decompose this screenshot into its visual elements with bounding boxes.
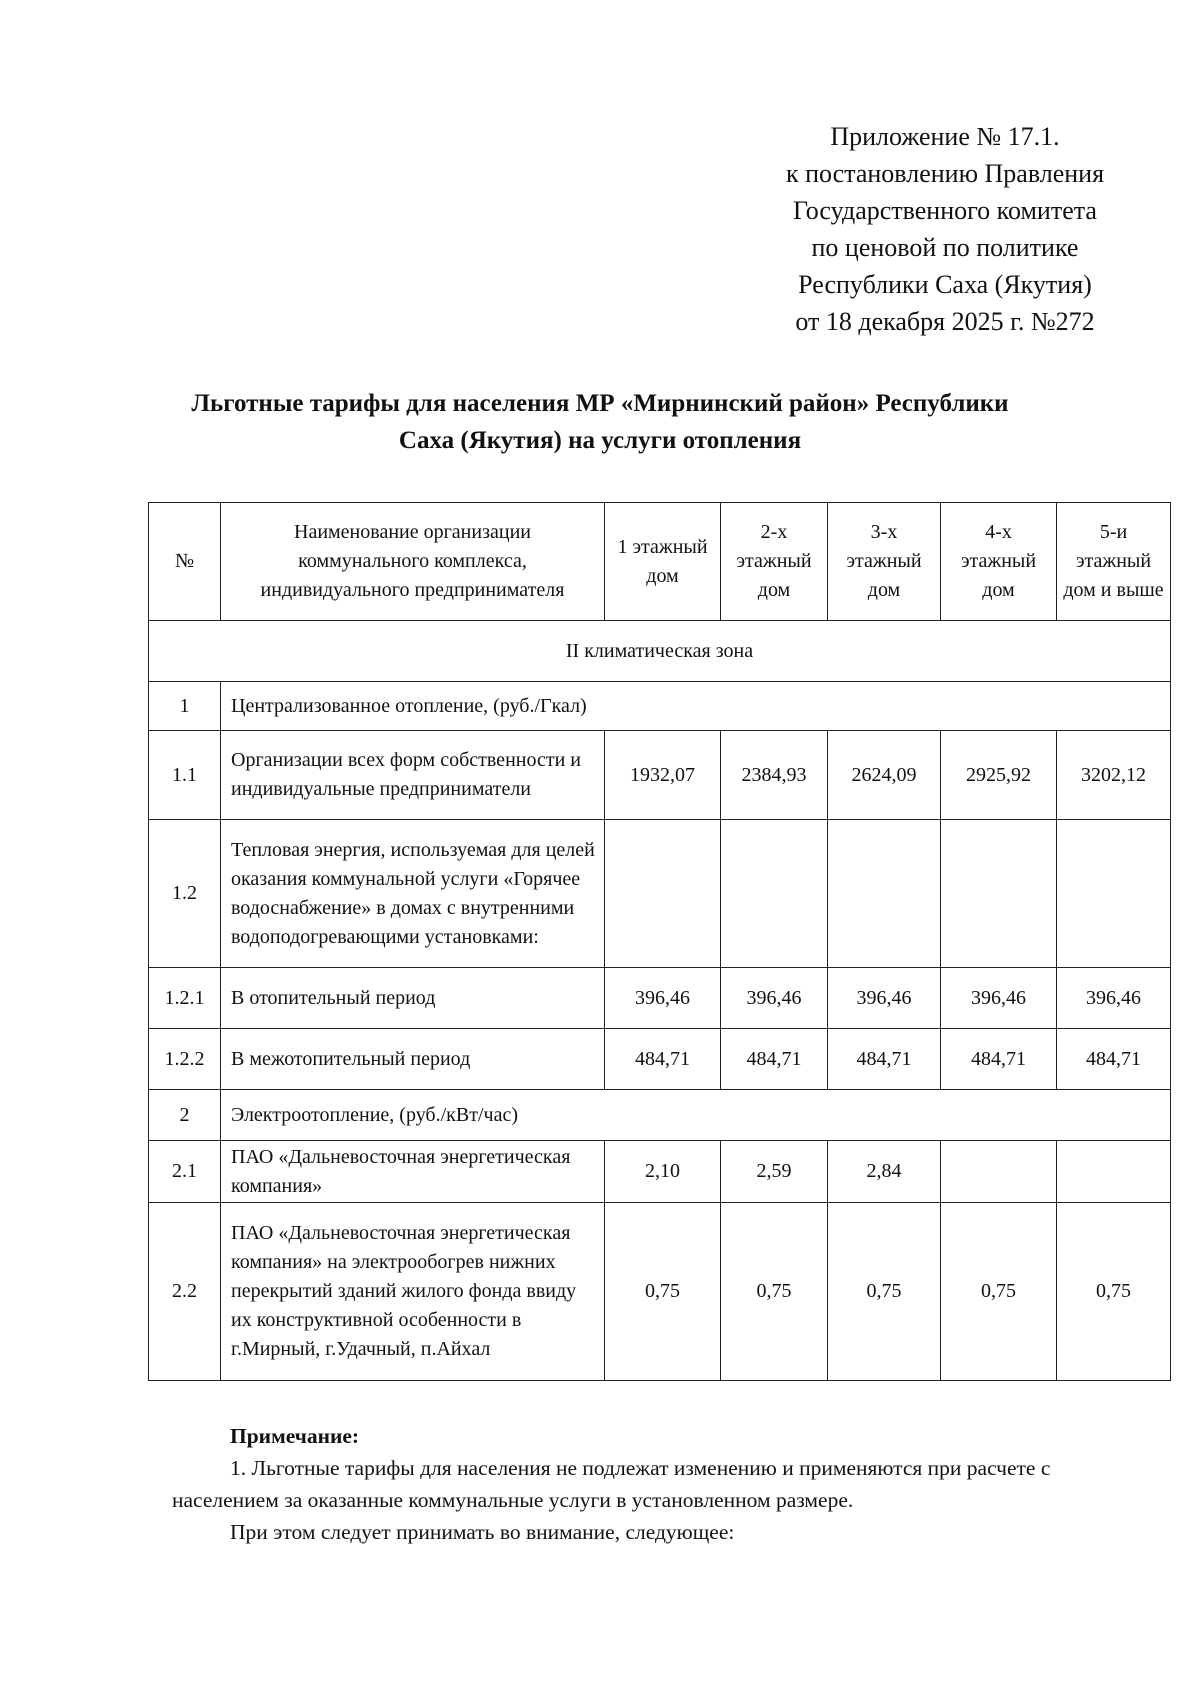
notes-paragraph: 1. Льготные тарифы для населения не подлежат изменению и применяются при расчете с населением за оказанные коммунальные услуги в установленном размере. [172,1456,1051,1512]
row-num: 2 [149,1090,221,1141]
row-value: 2925,92 [941,731,1057,820]
header-col: 1 этажный дом [605,503,721,621]
row-value: 396,46 [605,968,721,1029]
row-value: 2384,93 [721,731,828,820]
row-num: 2.2 [149,1203,221,1381]
row-value: 484,71 [941,1029,1057,1090]
row-value: 2,10 [605,1141,721,1203]
row-value: 0,75 [721,1203,828,1381]
header-num: № [149,503,221,621]
row-value: 2,59 [721,1141,828,1203]
row-value: 396,46 [721,968,828,1029]
row-value [605,820,721,968]
appendix-line: Государственного комитета [793,196,1097,225]
section-name: Электроотопление, (руб./кВт/час) [221,1090,1171,1141]
table-row [149,1141,1171,1203]
row-value: 2,84 [828,1141,941,1203]
row-value: 0,75 [941,1203,1057,1381]
row-value: 484,71 [721,1029,828,1090]
row-num: 1.1 [149,731,221,820]
row-num: 2.1 [149,1141,221,1203]
row-value: 396,46 [941,968,1057,1029]
appendix-line: Приложение № 17.1. [830,122,1060,151]
row-value: 484,71 [605,1029,721,1090]
notes-paragraph: При этом следует принимать во внимание, следующее: [230,1520,735,1544]
notes-block [172,1420,1152,1548]
title-line: Саха (Якутия) на услуги отопления [398,427,802,454]
row-value [1057,820,1171,968]
title-line: Льготные тарифы для населения МР «Мирнинский район» Республики [191,390,1009,417]
section-row [149,1090,1171,1141]
row-value: 484,71 [1057,1029,1171,1090]
row-value: 1932,07 [605,731,721,820]
row-name: В межотопительный период [221,1029,605,1090]
table-row [149,968,1171,1029]
row-value: 484,71 [828,1029,941,1090]
table-row [149,820,1171,968]
row-value [941,1141,1057,1203]
section-name: Централизованное отопление, (руб./Гкал) [221,682,1171,731]
row-name: Тепловая энергия, используемая для целей оказания коммунальной услуги «Горячее водоснабжение» в домах с внутренними водоподогревающими установками: [221,820,605,968]
row-num: 1.2 [149,820,221,968]
header-name: Наименование организации коммунального комплекса, индивидуального предпринимателя [221,503,605,621]
header-col: 3-х этажный дом [828,503,941,621]
notes-heading: Примечание: [230,1424,360,1448]
row-value: 0,75 [605,1203,721,1381]
row-value: 0,75 [1057,1203,1171,1381]
table-header-row [149,503,1171,621]
header-col: 4-х этажный дом [941,503,1057,621]
section-row [149,682,1171,731]
row-name: Организации всех форм собственности и индивидуальные предприниматели [221,731,605,820]
appendix-line: к постановлению Правления [785,159,1105,188]
table-row [149,1029,1171,1090]
row-num: 1.2.2 [149,1029,221,1090]
row-num: 1.2.1 [149,968,221,1029]
row-value: 396,46 [1057,968,1171,1029]
appendix-line: Республики Саха (Якутия) [798,270,1092,299]
appendix-line: от 18 декабря 2025 г. №272 [795,307,1095,336]
document-title [120,385,1080,459]
row-name: ПАО «Дальневосточная энергетическая компания» [221,1141,605,1203]
row-name: ПАО «Дальневосточная энергетическая компания» на электрообогрев нижних перекрытий зданий жилого фонда ввиду их конструктивной особенности в г.Мирный, г.Удачный, п.Айхал [221,1203,605,1381]
table-row [149,731,1171,820]
row-value: 2624,09 [828,731,941,820]
row-name: В отопительный период [221,968,605,1029]
row-value [721,820,828,968]
row-value [828,820,941,968]
row-value [1057,1141,1171,1203]
zone-row [149,621,1171,682]
row-value: 3202,12 [1057,731,1171,820]
row-value: 0,75 [828,1203,941,1381]
tariff-table [148,502,1171,1381]
appendix-block [760,118,1130,340]
header-col: 2-х этажный дом [721,503,828,621]
row-value: 396,46 [828,968,941,1029]
header-col: 5-и этажный дом и выше [1057,503,1171,621]
table-row [149,1203,1171,1381]
row-value [941,820,1057,968]
zone-label: II климатическая зона [149,621,1171,682]
row-num: 1 [149,682,221,731]
appendix-line: по ценовой по политике [811,233,1079,262]
